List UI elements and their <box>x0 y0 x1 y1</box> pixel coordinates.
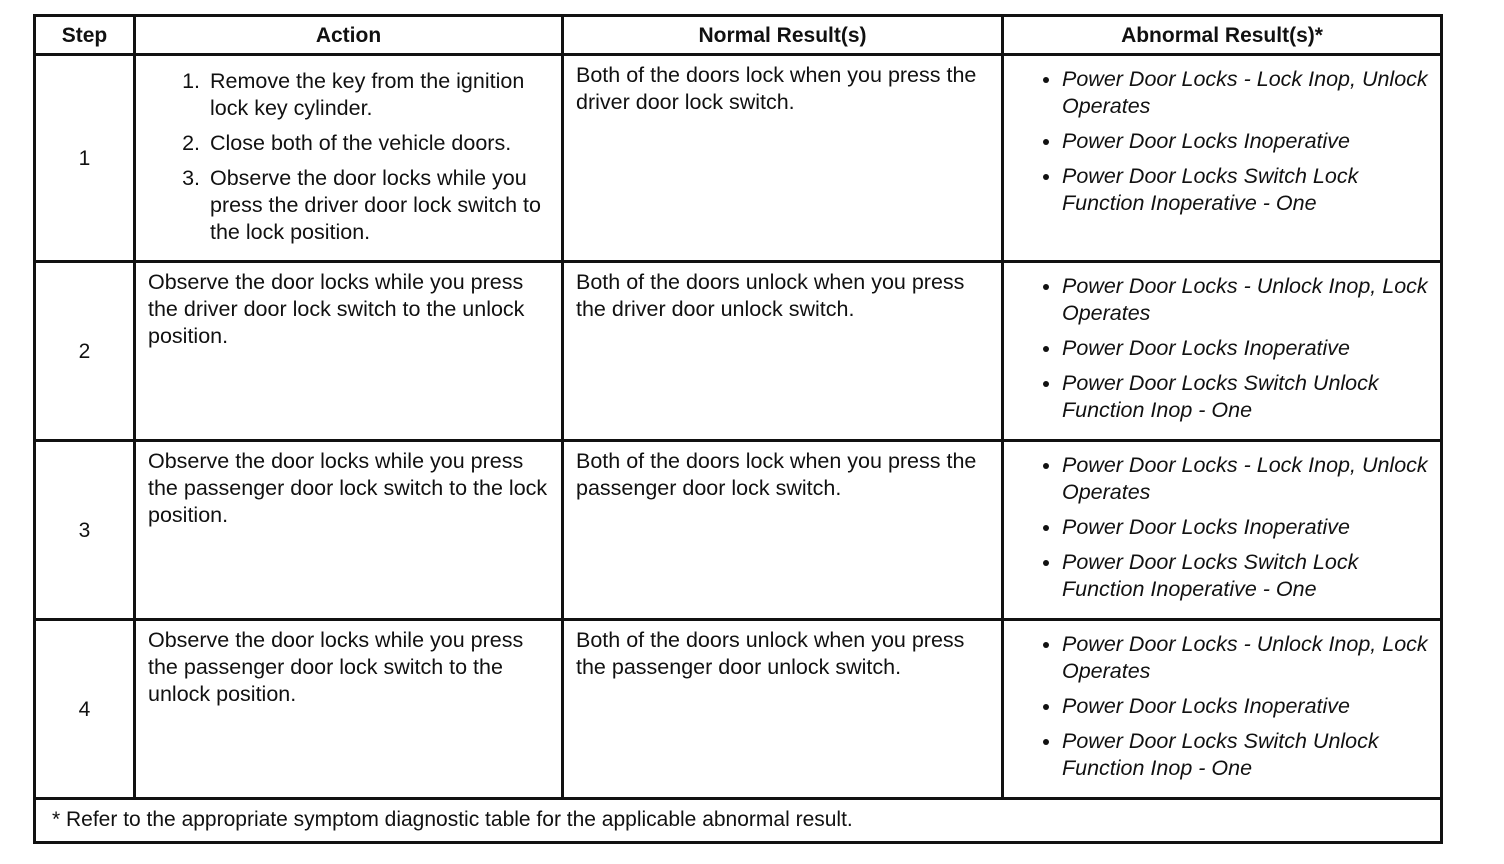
action-steps-list <box>148 68 553 246</box>
footnote-row <box>35 799 1442 843</box>
abnormal-result-cell <box>1003 620 1442 799</box>
step-number: 3 <box>35 441 135 620</box>
table-row <box>35 441 1442 620</box>
header-row <box>35 16 1442 55</box>
abnormal-result-item: • Power Door Locks Inoperative <box>1062 514 1436 541</box>
abnormal-results-list <box>1036 66 1436 217</box>
step-number: 2 <box>35 262 135 441</box>
abnormal-result-item: • Power Door Locks Inoperative <box>1062 128 1436 155</box>
abnormal-result-item: • Power Door Locks - Lock Inop, Unlock Operates <box>1062 452 1436 506</box>
abnormal-results-list <box>1036 273 1436 424</box>
normal-result-cell: Both of the doors unlock when you press the passenger door unlock switch. <box>563 620 1003 799</box>
abnormal-results-list <box>1036 631 1436 782</box>
abnormal-result-cell <box>1003 262 1442 441</box>
abnormal-results-list <box>1036 452 1436 603</box>
normal-result-cell: Both of the doors unlock when you press the driver door unlock switch. <box>563 262 1003 441</box>
abnormal-result-item: • Power Door Locks Inoperative <box>1062 335 1436 362</box>
step-number: 4 <box>35 620 135 799</box>
abnormal-result-item: • Power Door Locks Switch Lock Function Inoperative - One <box>1062 163 1436 217</box>
abnormal-result-item: • Power Door Locks - Unlock Inop, Lock Operates <box>1062 631 1436 685</box>
abnormal-result-item: • Power Door Locks - Lock Inop, Unlock Operates <box>1062 66 1436 120</box>
abnormal-result-item: • Power Door Locks Switch Unlock Function Inop - One <box>1062 728 1436 782</box>
action-step: 3. Observe the door locks while you press the driver door lock switch to the lock position. <box>206 165 553 246</box>
action-cell: Observe the door locks while you press the driver door lock switch to the unlock position. <box>135 262 563 441</box>
normal-result-cell: Both of the doors lock when you press the passenger door lock switch. <box>563 441 1003 620</box>
table-row <box>35 262 1442 441</box>
action-step: 1. Remove the key from the ignition lock key cylinder. <box>206 68 553 122</box>
abnormal-result-item: • Power Door Locks - Unlock Inop, Lock Operates <box>1062 273 1436 327</box>
action-cell: Observe the door locks while you press the passenger door lock switch to the unlock position. <box>135 620 563 799</box>
action-cell <box>135 55 563 262</box>
header-normal-results: Normal Result(s) <box>563 16 1003 55</box>
action-step: 2. Close both of the vehicle doors. <box>206 130 553 157</box>
footnote: * Refer to the appropriate symptom diagnostic table for the applicable abnormal result. <box>35 799 1442 843</box>
action-cell: Observe the door locks while you press the passenger door lock switch to the lock position. <box>135 441 563 620</box>
abnormal-result-item: • Power Door Locks Switch Lock Function Inoperative - One <box>1062 549 1436 603</box>
step-number: 1 <box>35 55 135 262</box>
table-row <box>35 620 1442 799</box>
abnormal-result-item: • Power Door Locks Switch Unlock Function Inop - One <box>1062 370 1436 424</box>
normal-result-cell: Both of the doors lock when you press the driver door lock switch. <box>563 55 1003 262</box>
header-abnormal-results: Abnormal Result(s)* <box>1003 16 1442 55</box>
diagnostic-table <box>33 14 1443 844</box>
abnormal-result-cell <box>1003 55 1442 262</box>
abnormal-result-item: • Power Door Locks Inoperative <box>1062 693 1436 720</box>
header-action: Action <box>135 16 563 55</box>
table-row <box>35 55 1442 262</box>
abnormal-result-cell <box>1003 441 1442 620</box>
header-step: Step <box>35 16 135 55</box>
